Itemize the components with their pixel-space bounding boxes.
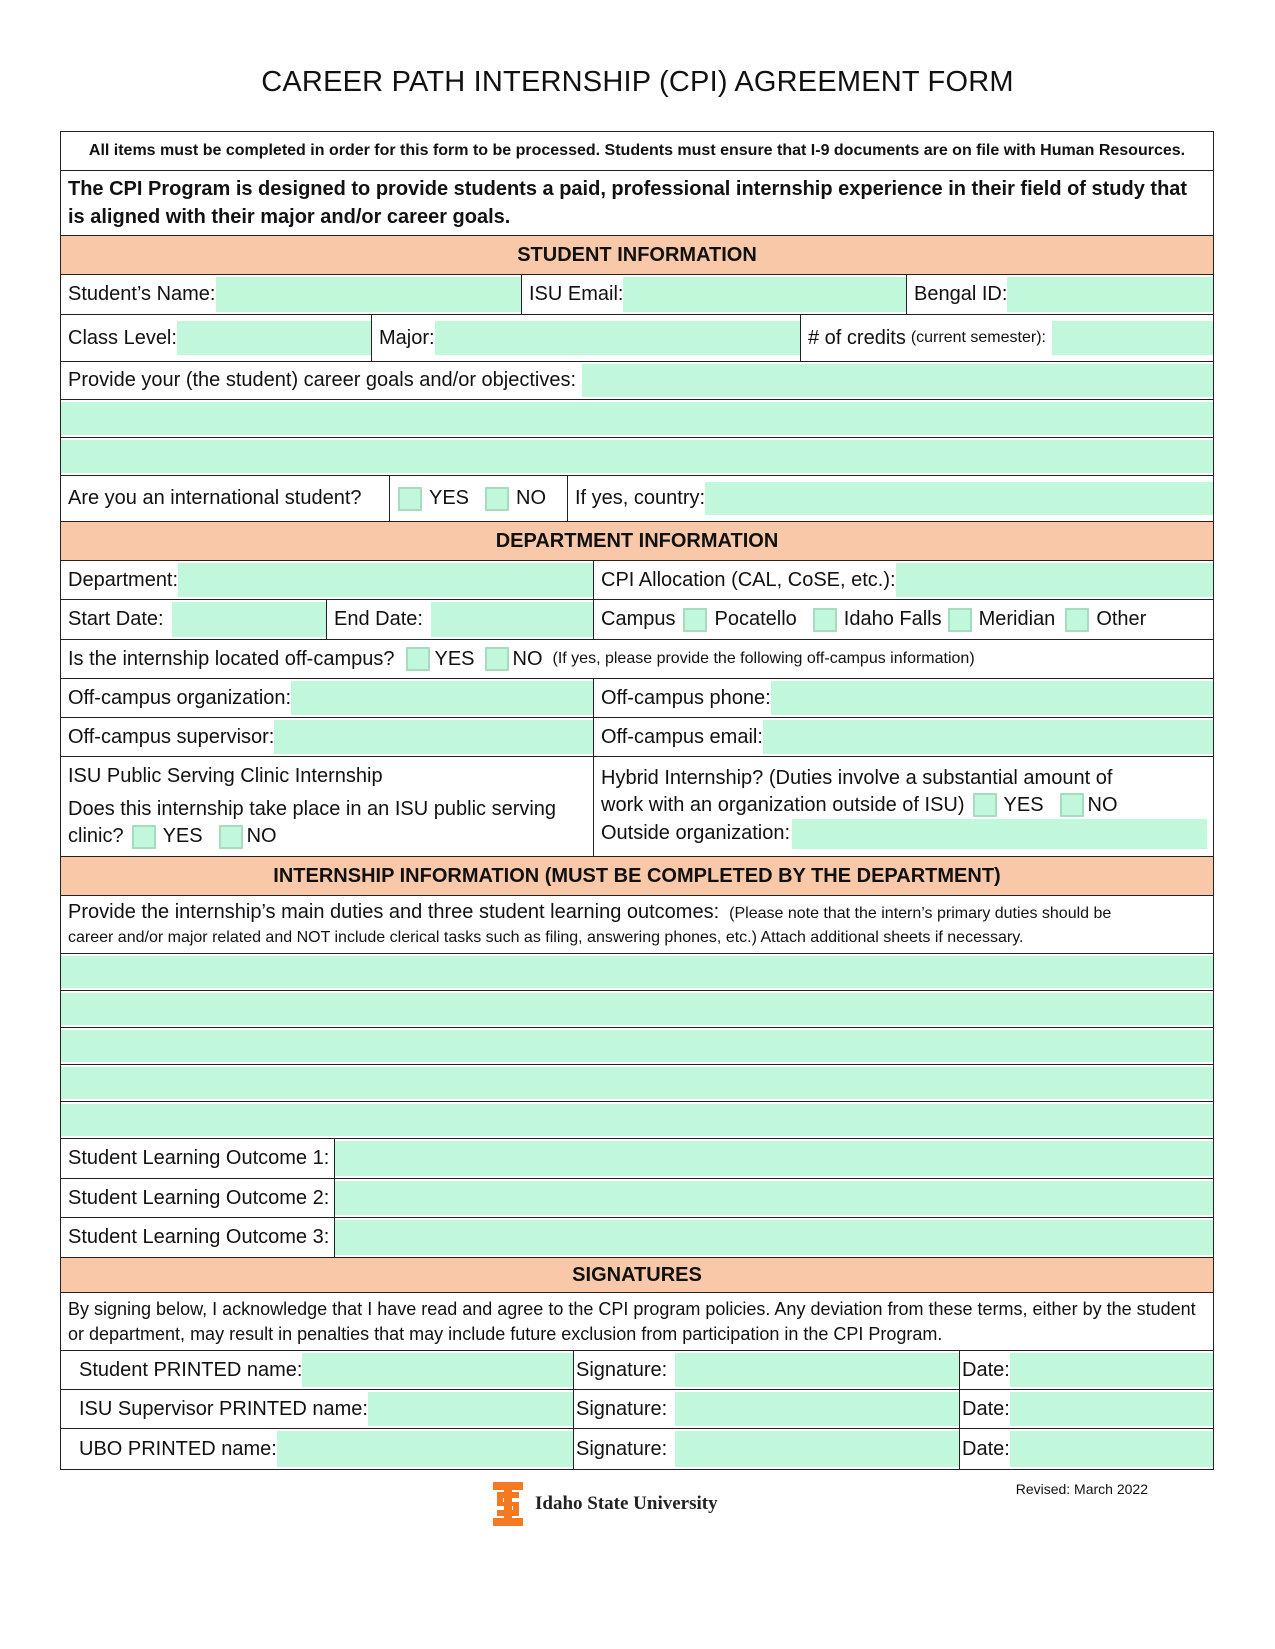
international-label: Are you an international student? [68, 487, 362, 509]
acknowledgement-text: By signing below, I acknowledge that I have read and agree to the CPI program policies. Any deviation from these terms, either by the student or department, may result in penalties that may include future exclusion from participation in the CPI Program. [68, 1298, 1196, 1344]
department-field[interactable] [178, 563, 593, 597]
major-field[interactable] [435, 321, 800, 355]
campus-idaho-falls-label: Idaho Falls [843, 608, 942, 630]
offcampus-email-field[interactable] [763, 720, 1213, 754]
isu-email-field[interactable] [623, 277, 906, 312]
signatures-header: SIGNATURES [61, 1258, 1213, 1292]
department-info-header: DEPARTMENT INFORMATION [61, 522, 1213, 560]
student-signature-label: Signature: [576, 1358, 668, 1381]
intl-no-label: NO [516, 487, 547, 509]
bengal-id-field[interactable] [1007, 277, 1213, 312]
campus-idaho-falls-checkbox[interactable] [813, 608, 837, 632]
slo-2-field[interactable] [335, 1181, 1213, 1215]
ubo-printed-name-label: UBO PRINTED name: [79, 1437, 277, 1460]
supervisor-signature-label: Signature: [576, 1397, 668, 1420]
offcampus-yes-label: YES [434, 647, 475, 670]
clinic-no-label: NO [246, 825, 277, 847]
career-goals-label: Provide your (the student) career goals and/or objectives: [68, 369, 577, 391]
clinic-yes-label: YES [162, 825, 203, 847]
campus-other-checkbox[interactable] [1065, 608, 1089, 632]
campus-meridian-label: Meridian [978, 608, 1056, 630]
student-printed-name-label: Student PRINTED name: [79, 1358, 303, 1381]
cpi-form [60, 131, 1214, 1470]
ubo-signature-label: Signature: [576, 1437, 668, 1460]
cpi-allocation-field[interactable] [896, 563, 1213, 597]
hybrid-yes-label: YES [1003, 793, 1044, 816]
offcampus-email-label: Off-campus email: [601, 725, 763, 748]
duties-field-2[interactable] [61, 993, 1213, 1025]
career-goals-field-3[interactable] [61, 440, 1213, 473]
offcampus-supervisor-label: Off-campus supervisor: [68, 725, 275, 748]
university-name: Idaho State University [535, 1493, 718, 1514]
ubo-date-label: Date: [962, 1437, 1010, 1460]
offcampus-supervisor-field[interactable] [274, 720, 593, 754]
clinic-yes-checkbox[interactable] [132, 825, 156, 849]
slo-1-field[interactable] [335, 1141, 1213, 1176]
end-date-field[interactable] [431, 602, 593, 637]
isu-logo [491, 1480, 718, 1528]
supervisor-printed-name-field[interactable] [368, 1392, 573, 1426]
clinic-question-line2: clinic? [68, 825, 124, 847]
student-info-header: STUDENT INFORMATION [61, 236, 1213, 274]
clinic-no-checkbox[interactable] [219, 825, 243, 849]
duties-note-line1: (Please note that the intern’s primary duties should be [729, 904, 1112, 922]
campus-label: Campus [601, 608, 676, 630]
ubo-date-field[interactable] [1010, 1431, 1213, 1467]
career-goals-field-2[interactable] [61, 402, 1213, 435]
ubo-printed-name-field[interactable] [277, 1431, 573, 1467]
end-date-label: End Date: [334, 608, 423, 630]
offcampus-phone-label: Off-campus phone: [601, 686, 771, 709]
slo-1-label: Student Learning Outcome 1: [68, 1147, 330, 1169]
class-level-label: Class Level: [68, 326, 177, 349]
student-name-label: Student’s Name: [68, 283, 216, 305]
program-intro: The CPI Program is designed to provide students a paid, professional internship experience in their field of study that is aligned with their major and/or career goals. [68, 178, 1188, 228]
credits-label: # of credits [808, 326, 906, 349]
campus-other-label: Other [1096, 608, 1147, 630]
hybrid-no-label: NO [1087, 793, 1118, 816]
campus-pocatello-label: Pocatello [714, 608, 797, 630]
supervisor-date-label: Date: [962, 1397, 1010, 1420]
credits-sub-label: (current semester): [910, 329, 1046, 346]
slo-2-label: Student Learning Outcome 2: [68, 1186, 330, 1209]
bengal-id-label: Bengal ID: [914, 283, 1008, 305]
supervisor-signature-field[interactable] [675, 1392, 959, 1426]
duties-field-3[interactable] [61, 1030, 1213, 1062]
country-label: If yes, country: [575, 487, 706, 509]
hybrid-no-checkbox[interactable] [1060, 793, 1084, 817]
processing-note: All items must be completed in order for this form to be processed. Students must ensure that I-9 documents are on file with Human Resources. [88, 142, 1186, 159]
offcampus-org-label: Off-campus organization: [68, 686, 292, 709]
slo-3-label: Student Learning Outcome 3: [68, 1226, 330, 1248]
student-name-field[interactable] [216, 277, 522, 312]
offcampus-no-checkbox[interactable] [485, 647, 509, 671]
intl-yes-checkbox[interactable] [398, 487, 422, 511]
career-goals-field-1[interactable] [582, 364, 1213, 397]
hybrid-yes-checkbox[interactable] [973, 793, 997, 817]
intl-no-checkbox[interactable] [485, 487, 509, 511]
offcampus-question: Is the internship located off-campus? [68, 647, 395, 670]
internship-info-header: INTERNSHIP INFORMATION (MUST BE COMPLETED BY THE DEPARTMENT) [61, 857, 1213, 895]
hybrid-question-line1: Hybrid Internship? (Duties involve a substantial amount of [601, 766, 1113, 789]
duties-field-5[interactable] [61, 1104, 1213, 1136]
student-signature-field[interactable] [675, 1353, 959, 1387]
revised-date: Revised: March 2022 [1015, 1481, 1148, 1497]
supervisor-printed-name-label: ISU Supervisor PRINTED name: [79, 1397, 368, 1420]
credits-field[interactable] [1052, 321, 1213, 355]
offcampus-org-field[interactable] [291, 681, 593, 715]
class-level-field[interactable] [177, 321, 371, 355]
major-label: Major: [379, 326, 435, 349]
slo-3-field[interactable] [335, 1220, 1213, 1255]
student-date-field[interactable] [1010, 1353, 1213, 1387]
isu-email-label: ISU Email: [529, 283, 624, 305]
offcampus-phone-field[interactable] [771, 681, 1213, 715]
department-label: Department: [68, 568, 179, 591]
campus-meridian-checkbox[interactable] [948, 608, 972, 632]
duties-label: Provide the internship’s main duties and three student learning outcomes: [68, 900, 720, 923]
student-printed-name-field[interactable] [302, 1353, 573, 1387]
supervisor-date-field[interactable] [1010, 1392, 1213, 1426]
intl-yes-label: YES [429, 487, 470, 509]
isu-logo-icon [491, 1480, 525, 1528]
start-date-label: Start Date: [68, 608, 164, 630]
outside-org-label: Outside organization: [601, 822, 791, 844]
form-title: CAREER PATH INTERNSHIP (CPI) AGREEMENT FORM [261, 66, 1014, 98]
start-date-field[interactable] [172, 602, 326, 637]
offcampus-yes-checkbox[interactable] [406, 647, 430, 671]
campus-pocatello-checkbox[interactable] [683, 608, 707, 632]
cpi-allocation-label: CPI Allocation (CAL, CoSE, etc.): [601, 568, 896, 591]
duties-note-line2: career and/or major related and NOT include clerical tasks such as filing, answering phones, etc.) Attach additional sheets if necessary. [68, 928, 1024, 946]
hybrid-question-line2: work with an organization outside of ISU) [601, 793, 965, 816]
offcampus-note: (If yes, please provide the following off-campus information) [552, 650, 975, 667]
clinic-question-line1: Does this internship take place in an ISU public serving [68, 798, 557, 820]
student-date-label: Date: [962, 1358, 1010, 1381]
offcampus-no-label: NO [512, 647, 543, 670]
duties-field-4[interactable] [61, 1067, 1213, 1099]
outside-org-field[interactable] [792, 819, 1207, 849]
clinic-title: ISU Public Serving Clinic Internship [68, 765, 383, 787]
duties-field-1[interactable] [61, 956, 1213, 988]
ubo-signature-field[interactable] [675, 1431, 959, 1467]
country-field[interactable] [705, 482, 1213, 515]
